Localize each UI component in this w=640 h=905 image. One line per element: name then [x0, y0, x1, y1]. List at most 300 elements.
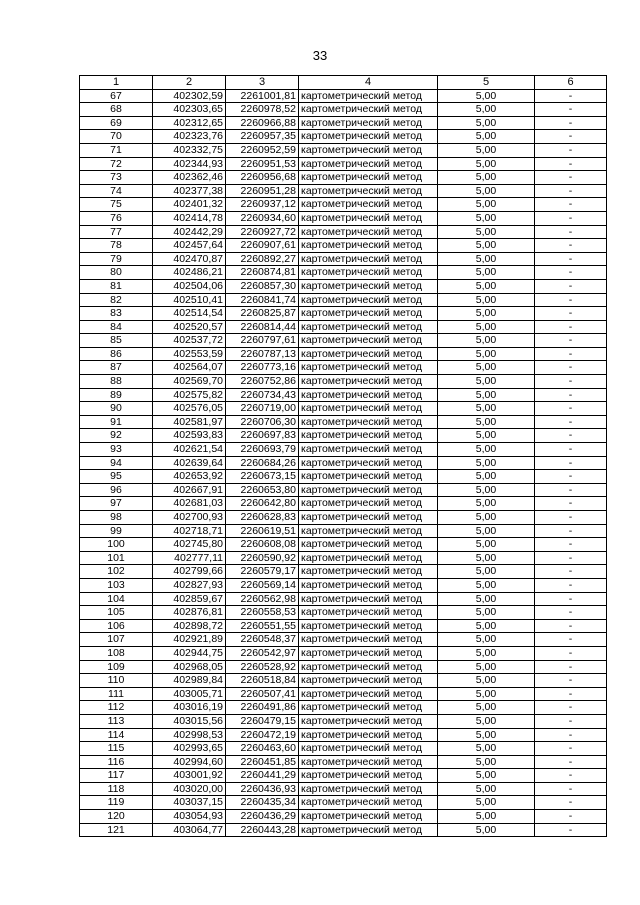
note-cell: -: [535, 130, 607, 144]
coordinate-y-cell: 2260874,81: [226, 266, 299, 280]
method-cell: картометрический метод: [299, 456, 438, 470]
table-row: [80, 687, 607, 701]
note-cell: -: [535, 402, 607, 416]
note-cell: -: [535, 565, 607, 579]
accuracy-cell: 5,00: [438, 660, 535, 674]
accuracy-cell: 5,00: [438, 714, 535, 728]
note-cell: -: [535, 293, 607, 307]
accuracy-cell: 5,00: [438, 239, 535, 253]
point-number-cell: 96: [80, 483, 153, 497]
method-cell: картометрический метод: [299, 375, 438, 389]
method-cell: картометрический метод: [299, 157, 438, 171]
coordinate-x-cell: 402653,92: [153, 470, 226, 484]
point-number-cell: 97: [80, 497, 153, 511]
point-number-cell: 79: [80, 252, 153, 266]
accuracy-cell: 5,00: [438, 456, 535, 470]
coordinate-y-cell: 2260507,41: [226, 687, 299, 701]
table-row: [80, 483, 607, 497]
coordinate-y-cell: 2260479,15: [226, 714, 299, 728]
point-number-cell: 114: [80, 728, 153, 742]
note-cell: -: [535, 742, 607, 756]
note-cell: -: [535, 796, 607, 810]
note-cell: -: [535, 239, 607, 253]
note-cell: -: [535, 443, 607, 457]
method-cell: картометрический метод: [299, 551, 438, 565]
point-number-cell: 99: [80, 524, 153, 538]
coordinate-y-cell: 2260956,68: [226, 171, 299, 185]
accuracy-cell: 5,00: [438, 89, 535, 103]
note-cell: -: [535, 551, 607, 565]
note-cell: -: [535, 646, 607, 660]
coordinate-x-cell: 402520,57: [153, 320, 226, 334]
method-cell: картометрический метод: [299, 130, 438, 144]
accuracy-cell: 5,00: [438, 511, 535, 525]
coordinate-y-cell: 2260719,00: [226, 402, 299, 416]
accuracy-cell: 5,00: [438, 483, 535, 497]
table-row: [80, 714, 607, 728]
table-row: [80, 415, 607, 429]
table-row: [80, 524, 607, 538]
coordinate-x-cell: 402564,07: [153, 361, 226, 375]
point-number-cell: 113: [80, 714, 153, 728]
column-header-5: 5: [438, 76, 535, 90]
note-cell: -: [535, 116, 607, 130]
method-cell: картометрический метод: [299, 578, 438, 592]
coordinate-x-cell: 402457,64: [153, 239, 226, 253]
method-cell: картометрический метод: [299, 660, 438, 674]
coordinate-y-cell: 2260548,37: [226, 633, 299, 647]
method-cell: картометрический метод: [299, 388, 438, 402]
coordinate-y-cell: 2260436,93: [226, 782, 299, 796]
coordinate-y-cell: 2260562,98: [226, 592, 299, 606]
note-cell: -: [535, 198, 607, 212]
point-number-cell: 121: [80, 823, 153, 837]
accuracy-cell: 5,00: [438, 293, 535, 307]
note-cell: -: [535, 606, 607, 620]
method-cell: картометрический метод: [299, 171, 438, 185]
method-cell: картометрический метод: [299, 497, 438, 511]
coordinate-y-cell: 2260518,84: [226, 674, 299, 688]
accuracy-cell: 5,00: [438, 687, 535, 701]
coordinate-y-cell: 2260590,92: [226, 551, 299, 565]
accuracy-cell: 5,00: [438, 592, 535, 606]
point-number-cell: 82: [80, 293, 153, 307]
coordinate-x-cell: 403005,71: [153, 687, 226, 701]
accuracy-cell: 5,00: [438, 755, 535, 769]
coordinate-y-cell: 2260814,44: [226, 320, 299, 334]
method-cell: картометрический метод: [299, 103, 438, 117]
coordinate-y-cell: 2260966,88: [226, 116, 299, 130]
coordinate-x-cell: 402718,71: [153, 524, 226, 538]
coordinate-x-cell: 402968,05: [153, 660, 226, 674]
table-row: [80, 497, 607, 511]
coordinate-x-cell: 402553,59: [153, 347, 226, 361]
point-number-cell: 73: [80, 171, 153, 185]
table-row: [80, 103, 607, 117]
table-row: [80, 388, 607, 402]
method-cell: картометрический метод: [299, 89, 438, 103]
table-row: [80, 728, 607, 742]
coordinate-y-cell: 2260684,26: [226, 456, 299, 470]
point-number-cell: 95: [80, 470, 153, 484]
table-row: [80, 674, 607, 688]
coordinate-y-cell: 2260579,17: [226, 565, 299, 579]
accuracy-cell: 5,00: [438, 742, 535, 756]
point-number-cell: 77: [80, 225, 153, 239]
method-cell: картометрический метод: [299, 320, 438, 334]
method-cell: картометрический метод: [299, 307, 438, 321]
accuracy-cell: 5,00: [438, 252, 535, 266]
coordinate-x-cell: 402998,53: [153, 728, 226, 742]
point-number-cell: 98: [80, 511, 153, 525]
note-cell: -: [535, 266, 607, 280]
table-row: [80, 320, 607, 334]
note-cell: -: [535, 619, 607, 633]
coordinate-y-cell: 2260435,34: [226, 796, 299, 810]
coordinate-y-cell: 2260542,97: [226, 646, 299, 660]
table-row: [80, 184, 607, 198]
table-row: [80, 143, 607, 157]
point-number-cell: 76: [80, 211, 153, 225]
method-cell: картометрический метод: [299, 293, 438, 307]
coordinate-y-cell: 2260773,16: [226, 361, 299, 375]
table-row: [80, 633, 607, 647]
method-cell: картометрический метод: [299, 402, 438, 416]
table-header-row: [80, 76, 607, 90]
point-number-cell: 91: [80, 415, 153, 429]
note-cell: -: [535, 728, 607, 742]
table-row: [80, 130, 607, 144]
method-cell: картометрический метод: [299, 429, 438, 443]
coordinate-x-cell: 402514,54: [153, 307, 226, 321]
column-header-6: 6: [535, 76, 607, 90]
coordinate-x-cell: 402581,97: [153, 415, 226, 429]
accuracy-cell: 5,00: [438, 524, 535, 538]
coordinate-x-cell: 402504,06: [153, 279, 226, 293]
accuracy-cell: 5,00: [438, 143, 535, 157]
coordinate-x-cell: 402302,59: [153, 89, 226, 103]
method-cell: картометрический метод: [299, 443, 438, 457]
point-number-cell: 89: [80, 388, 153, 402]
accuracy-cell: 5,00: [438, 334, 535, 348]
point-number-cell: 69: [80, 116, 153, 130]
table-row: [80, 810, 607, 824]
point-number-cell: 78: [80, 239, 153, 253]
note-cell: -: [535, 687, 607, 701]
point-number-cell: 68: [80, 103, 153, 117]
note-cell: -: [535, 524, 607, 538]
point-number-cell: 105: [80, 606, 153, 620]
note-cell: -: [535, 660, 607, 674]
column-header-3: 3: [226, 76, 299, 90]
accuracy-cell: 5,00: [438, 157, 535, 171]
coordinate-x-cell: 402745,80: [153, 538, 226, 552]
coordinate-y-cell: 2260628,83: [226, 511, 299, 525]
table-row: [80, 578, 607, 592]
coordinate-y-cell: 2260978,52: [226, 103, 299, 117]
coordinate-y-cell: 2260569,14: [226, 578, 299, 592]
coordinate-y-cell: 2260752,86: [226, 375, 299, 389]
note-cell: -: [535, 701, 607, 715]
point-number-cell: 111: [80, 687, 153, 701]
coordinate-y-cell: 2260734,43: [226, 388, 299, 402]
method-cell: картометрический метод: [299, 511, 438, 525]
accuracy-cell: 5,00: [438, 646, 535, 660]
method-cell: картометрический метод: [299, 714, 438, 728]
note-cell: -: [535, 103, 607, 117]
table-row: [80, 701, 607, 715]
table-row: [80, 565, 607, 579]
note-cell: -: [535, 674, 607, 688]
coordinate-x-cell: 403001,92: [153, 769, 226, 783]
point-number-cell: 119: [80, 796, 153, 810]
table-row: [80, 266, 607, 280]
coordinate-y-cell: 2260797,61: [226, 334, 299, 348]
table-row: [80, 606, 607, 620]
coordinate-x-cell: 402944,75: [153, 646, 226, 660]
coordinate-y-cell: 2260951,53: [226, 157, 299, 171]
coordinate-x-cell: 402621,54: [153, 443, 226, 457]
note-cell: -: [535, 157, 607, 171]
note-cell: -: [535, 769, 607, 783]
method-cell: картометрический метод: [299, 361, 438, 375]
coordinate-x-cell: 403020,00: [153, 782, 226, 796]
note-cell: -: [535, 143, 607, 157]
point-number-cell: 112: [80, 701, 153, 715]
note-cell: -: [535, 511, 607, 525]
coordinate-x-cell: 402681,03: [153, 497, 226, 511]
table-row: [80, 361, 607, 375]
coordinate-y-cell: 2260451,85: [226, 755, 299, 769]
point-number-cell: 100: [80, 538, 153, 552]
note-cell: -: [535, 279, 607, 293]
column-header-4: 4: [299, 76, 438, 90]
note-cell: -: [535, 225, 607, 239]
accuracy-cell: 5,00: [438, 130, 535, 144]
accuracy-cell: 5,00: [438, 470, 535, 484]
method-cell: картометрический метод: [299, 470, 438, 484]
method-cell: картометрический метод: [299, 728, 438, 742]
coordinate-x-cell: 402859,67: [153, 592, 226, 606]
method-cell: картометрический метод: [299, 347, 438, 361]
note-cell: -: [535, 456, 607, 470]
coordinate-x-cell: 402414,78: [153, 211, 226, 225]
method-cell: картометрический метод: [299, 592, 438, 606]
coordinate-y-cell: 2260436,29: [226, 810, 299, 824]
coordinate-y-cell: 2260673,15: [226, 470, 299, 484]
coordinate-x-cell: 402876,81: [153, 606, 226, 620]
table-row: [80, 443, 607, 457]
coordinate-x-cell: 402401,32: [153, 198, 226, 212]
point-number-cell: 75: [80, 198, 153, 212]
coordinate-x-cell: 402510,41: [153, 293, 226, 307]
note-cell: -: [535, 810, 607, 824]
method-cell: картометрический метод: [299, 524, 438, 538]
method-cell: картометрический метод: [299, 701, 438, 715]
table-row: [80, 755, 607, 769]
accuracy-cell: 5,00: [438, 211, 535, 225]
point-number-cell: 94: [80, 456, 153, 470]
table-row: [80, 823, 607, 837]
accuracy-cell: 5,00: [438, 171, 535, 185]
coordinate-x-cell: 402667,91: [153, 483, 226, 497]
accuracy-cell: 5,00: [438, 810, 535, 824]
note-cell: -: [535, 823, 607, 837]
coordinate-y-cell: 2260697,83: [226, 429, 299, 443]
note-cell: -: [535, 211, 607, 225]
method-cell: картометрический метод: [299, 225, 438, 239]
point-number-cell: 92: [80, 429, 153, 443]
coordinate-x-cell: 402323,76: [153, 130, 226, 144]
coordinate-x-cell: 403054,93: [153, 810, 226, 824]
table-row: [80, 660, 607, 674]
coordinate-x-cell: 402344,93: [153, 157, 226, 171]
method-cell: картометрический метод: [299, 796, 438, 810]
coordinate-y-cell: 2260787,13: [226, 347, 299, 361]
coordinate-x-cell: 402537,72: [153, 334, 226, 348]
note-cell: -: [535, 483, 607, 497]
table-row: [80, 157, 607, 171]
method-cell: картометрический метод: [299, 782, 438, 796]
coordinate-x-cell: 402777,11: [153, 551, 226, 565]
point-number-cell: 116: [80, 755, 153, 769]
coordinate-y-cell: 2260653,80: [226, 483, 299, 497]
method-cell: картометрический метод: [299, 239, 438, 253]
note-cell: -: [535, 497, 607, 511]
table-row: [80, 551, 607, 565]
coordinate-y-cell: 2260619,51: [226, 524, 299, 538]
coordinate-x-cell: 402799,66: [153, 565, 226, 579]
coordinate-y-cell: 2260857,30: [226, 279, 299, 293]
coordinate-x-cell: 402575,82: [153, 388, 226, 402]
accuracy-cell: 5,00: [438, 443, 535, 457]
coordinate-y-cell: 2260706,30: [226, 415, 299, 429]
table-row: [80, 429, 607, 443]
table-row: [80, 456, 607, 470]
point-number-cell: 109: [80, 660, 153, 674]
coordinate-y-cell: 2260528,92: [226, 660, 299, 674]
accuracy-cell: 5,00: [438, 823, 535, 837]
method-cell: картометрический метод: [299, 606, 438, 620]
note-cell: -: [535, 89, 607, 103]
accuracy-cell: 5,00: [438, 701, 535, 715]
coordinate-y-cell: 2261001,81: [226, 89, 299, 103]
table-row: [80, 375, 607, 389]
point-number-cell: 101: [80, 551, 153, 565]
column-header-2: 2: [153, 76, 226, 90]
table-row: [80, 347, 607, 361]
note-cell: -: [535, 347, 607, 361]
method-cell: картометрический метод: [299, 742, 438, 756]
table-row: [80, 470, 607, 484]
note-cell: -: [535, 334, 607, 348]
table-row: [80, 334, 607, 348]
coordinate-x-cell: 402362,46: [153, 171, 226, 185]
coordinate-x-cell: 402593,83: [153, 429, 226, 443]
table-row: [80, 619, 607, 633]
coordinate-y-cell: 2260443,28: [226, 823, 299, 837]
note-cell: -: [535, 592, 607, 606]
method-cell: картометрический метод: [299, 674, 438, 688]
point-number-cell: 88: [80, 375, 153, 389]
coordinate-y-cell: 2260952,59: [226, 143, 299, 157]
table-row: [80, 646, 607, 660]
note-cell: -: [535, 578, 607, 592]
table-row: [80, 198, 607, 212]
accuracy-cell: 5,00: [438, 116, 535, 130]
note-cell: -: [535, 633, 607, 647]
note-cell: -: [535, 429, 607, 443]
point-number-cell: 104: [80, 592, 153, 606]
coordinate-x-cell: 402989,84: [153, 674, 226, 688]
table-row: [80, 402, 607, 416]
coordinate-x-cell: 402827,93: [153, 578, 226, 592]
point-number-cell: 110: [80, 674, 153, 688]
coordinate-y-cell: 2260934,60: [226, 211, 299, 225]
table-row: [80, 742, 607, 756]
coordinate-x-cell: 402569,70: [153, 375, 226, 389]
point-number-cell: 108: [80, 646, 153, 660]
method-cell: картометрический метод: [299, 116, 438, 130]
point-number-cell: 107: [80, 633, 153, 647]
note-cell: -: [535, 388, 607, 402]
method-cell: картометрический метод: [299, 646, 438, 660]
accuracy-cell: 5,00: [438, 606, 535, 620]
coordinate-y-cell: 2260907,61: [226, 239, 299, 253]
coordinate-y-cell: 2260927,72: [226, 225, 299, 239]
coordinate-x-cell: 402898,72: [153, 619, 226, 633]
coordinates-table: [79, 75, 607, 837]
table-row: [80, 769, 607, 783]
note-cell: -: [535, 714, 607, 728]
coordinate-x-cell: 402993,65: [153, 742, 226, 756]
coordinate-y-cell: 2260551,55: [226, 619, 299, 633]
coordinate-x-cell: 403037,15: [153, 796, 226, 810]
coordinate-x-cell: 402639,64: [153, 456, 226, 470]
table-row: [80, 782, 607, 796]
accuracy-cell: 5,00: [438, 266, 535, 280]
coordinate-y-cell: 2260825,87: [226, 307, 299, 321]
accuracy-cell: 5,00: [438, 103, 535, 117]
accuracy-cell: 5,00: [438, 320, 535, 334]
method-cell: картометрический метод: [299, 415, 438, 429]
coordinate-y-cell: 2260491,86: [226, 701, 299, 715]
accuracy-cell: 5,00: [438, 497, 535, 511]
accuracy-cell: 5,00: [438, 551, 535, 565]
method-cell: картометрический метод: [299, 769, 438, 783]
coordinate-x-cell: 402332,75: [153, 143, 226, 157]
point-number-cell: 81: [80, 279, 153, 293]
accuracy-cell: 5,00: [438, 375, 535, 389]
point-number-cell: 72: [80, 157, 153, 171]
coordinate-x-cell: 402576,05: [153, 402, 226, 416]
accuracy-cell: 5,00: [438, 347, 535, 361]
accuracy-cell: 5,00: [438, 565, 535, 579]
coordinate-y-cell: 2260892,27: [226, 252, 299, 266]
table-row: [80, 211, 607, 225]
table-row: [80, 511, 607, 525]
point-number-cell: 117: [80, 769, 153, 783]
method-cell: картометрический метод: [299, 198, 438, 212]
note-cell: -: [535, 375, 607, 389]
method-cell: картометрический метод: [299, 619, 438, 633]
coordinate-x-cell: 403015,56: [153, 714, 226, 728]
coordinate-y-cell: 2260841,74: [226, 293, 299, 307]
method-cell: картометрический метод: [299, 687, 438, 701]
method-cell: картометрический метод: [299, 252, 438, 266]
point-number-cell: 120: [80, 810, 153, 824]
point-number-cell: 70: [80, 130, 153, 144]
